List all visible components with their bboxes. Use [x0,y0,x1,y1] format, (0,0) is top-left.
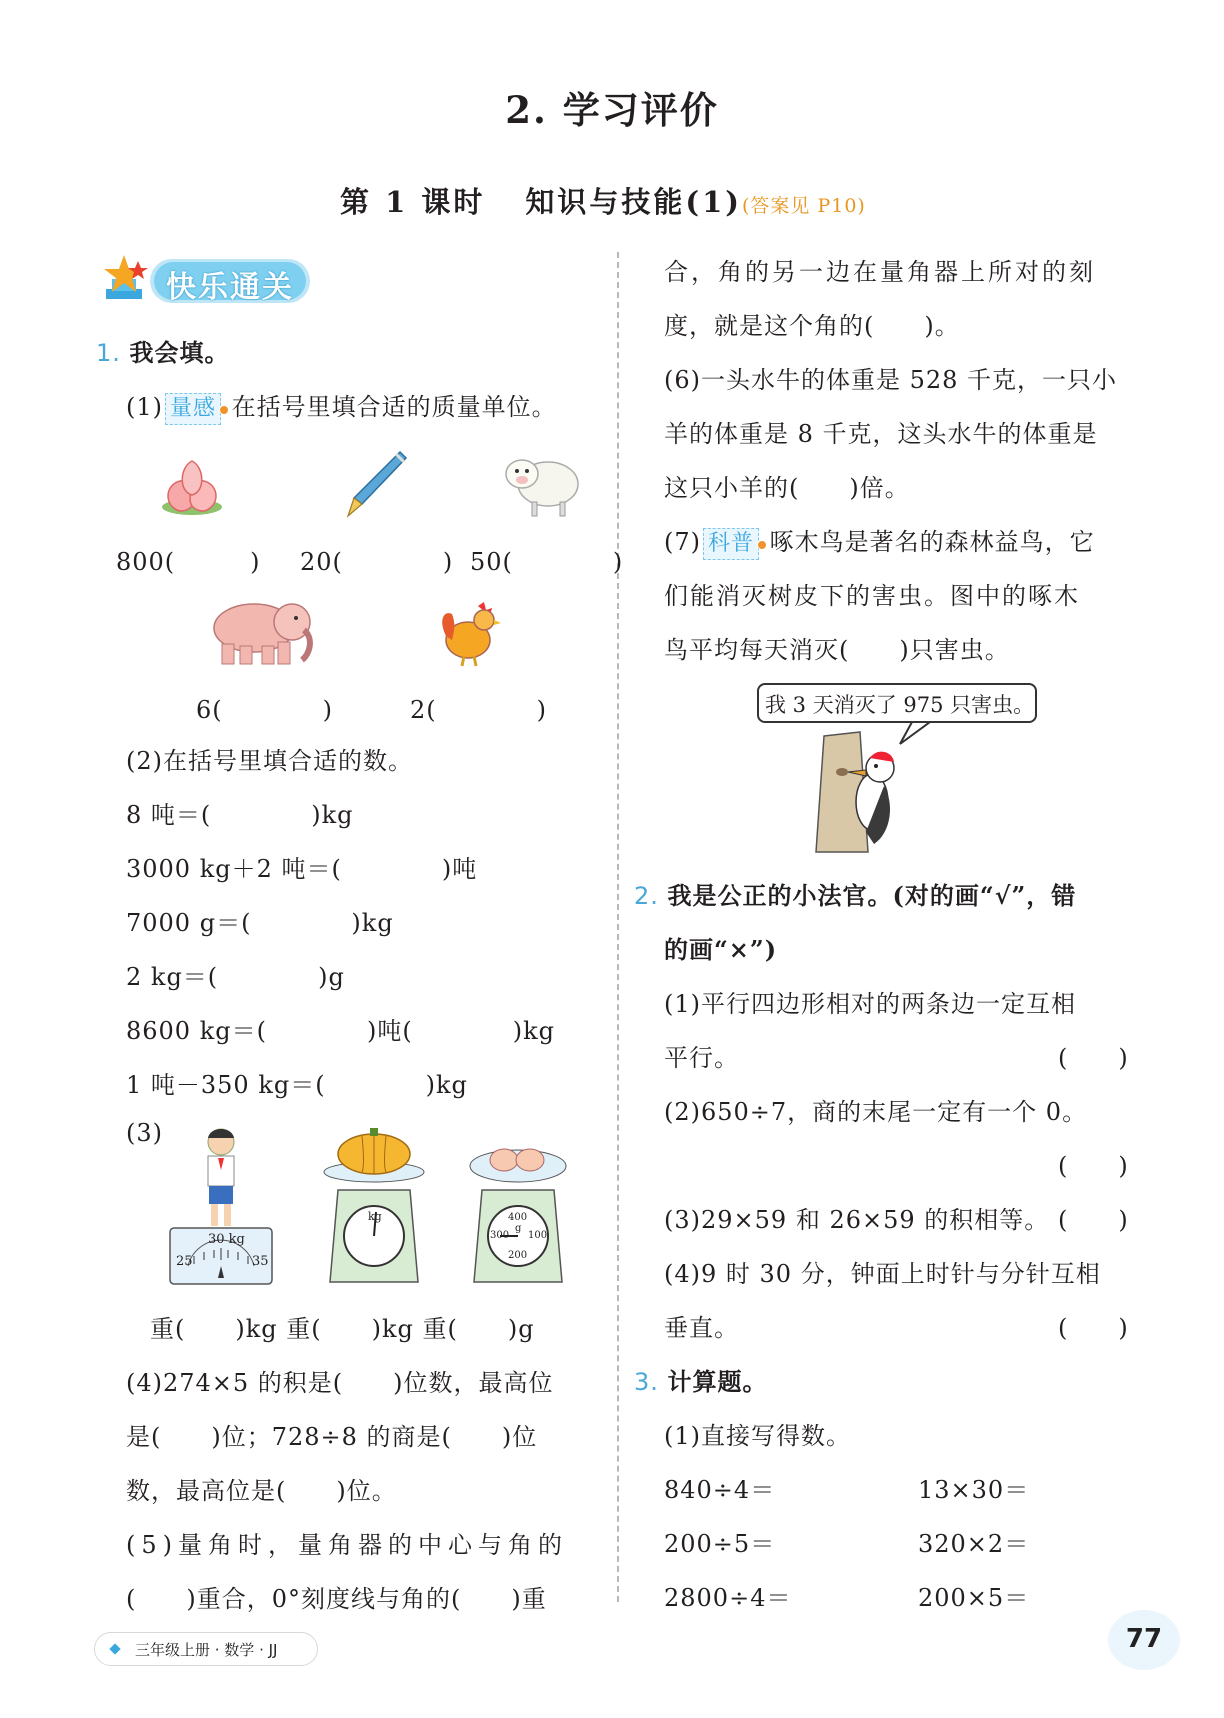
boy-on-scale [168,1126,274,1286]
judge-3-line: (3)29×59 和 26×59 的积相等。 [664,1206,1050,1234]
book-info: 三年级上册 · 数学 · JJ [135,1641,278,1659]
part-5-cont-2: 度，就是这个角的( )。 [664,312,960,340]
judge-4-line-2: 垂直。 [664,1314,739,1342]
equation-2: 3000 kg＋2 吨＝( )吨 [126,855,478,883]
part-5-line-1: (5)量角时，量角器的中心与角的 [126,1531,568,1559]
calc-right-3: 200×5＝ [918,1584,1030,1612]
part-label: (7) [664,528,701,556]
section-badge [100,253,315,309]
calc-right-1: 13×30＝ [918,1476,1030,1504]
judge-4-answer-box[interactable]: ( ) [1058,1314,1129,1342]
calc-left-1: 840÷4＝ [664,1476,776,1504]
page-number: 77 [1108,1610,1180,1670]
rooster-icon [438,600,504,668]
scale3-unit: g [515,1223,522,1234]
calc-right-2: 320×2＝ [918,1530,1030,1558]
weights-answer-row: 重( )kg 重( )kg 重( )g [150,1315,535,1343]
part-text: 在括号里填合适的质量单位。 [231,393,557,421]
footer-book-label [94,1632,318,1666]
sheep-icon [498,446,584,520]
judge-3-answer-box[interactable]: ( ) [1058,1206,1129,1234]
eggs-on-scale-icon [466,1126,570,1288]
pumpkin-scale [322,1126,426,1288]
part-5-cont-1: 合，角的另一边在量角器上所对的刻 [664,258,1096,286]
part-label: (1) [126,393,163,421]
page-title: 2. 学习评价 [505,88,719,132]
answer-reference: (答案见 P10) [742,195,866,217]
pen-icon [340,448,410,520]
diamond-icon [109,1643,120,1654]
judge-1-line-2: 平行。 [664,1044,739,1072]
question-1-heading [96,333,230,368]
calc-left-3: 2800÷4＝ [664,1584,792,1612]
question-number: 2. [634,882,659,910]
scale-tick-25: 25 [176,1254,193,1269]
judge-2-line: (2)650÷7，商的末尾一定有一个 0。 [664,1098,1088,1126]
equation-1: 8 吨＝( )kg [126,801,354,829]
part-text: 啄木鸟是著名的森林益鸟，它 [769,528,1095,556]
scale3-tick-300: 300 [490,1230,510,1241]
question-title: 我是公正的小法官。(对的画“√”，错 [667,881,1077,910]
badge-label: 快乐通关 [166,270,294,305]
peach-icon [158,455,226,519]
egg-scale [466,1126,570,1288]
judge-1-line-1: (1)平行四边形相对的两条边一定互相 [664,990,1076,1018]
blank-2: 2( ) [410,696,547,724]
woodpecker-icon [800,722,970,854]
question-title: 我会填。 [129,338,230,367]
part-7-line-2: 们能消灭树皮下的害虫。图中的啄木 [664,582,1080,610]
question-2-heading [634,876,1076,911]
judge-1-answer-box[interactable]: ( ) [1058,1044,1129,1072]
question-title: 计算题。 [667,1367,768,1396]
scale2-unit: kg [368,1210,382,1223]
part-6-line-3: 这只小羊的( )倍。 [664,474,910,502]
calc-left-2: 200÷5＝ [664,1530,776,1558]
part-6-line-2: 羊的体重是 8 千克，这头水牛的体重是 [664,420,1098,448]
question-3-heading [634,1362,768,1397]
lesson-number: 第 1 课时 [340,185,486,219]
question-2-heading-cont: 的画“×”) [664,935,778,964]
part-7-line-1 [664,522,1095,560]
question-number: 3. [634,1368,659,1396]
pumpkin-on-scale-icon [322,1126,426,1288]
tag-kepu: 科普 [703,528,759,560]
equation-3: 7000 g＝( )kg [126,909,394,937]
scale-tick-35: 35 [252,1254,269,1269]
part-4-line-1: (4)274×5 的积是( )位数，最高位 [126,1369,554,1397]
equation-4: 2 kg＝( )g [126,963,345,991]
part-3-label: (3) [126,1119,163,1147]
blank-20: 20( ) [300,548,454,576]
equation-6: 1 吨－350 kg＝( )kg [126,1071,468,1099]
part-4-line-2: 是( )位；728÷8 的商是( )位 [126,1423,538,1451]
scale3-tick-200: 200 [508,1250,528,1261]
speech-bubble: 我 3 天消灭了 975 只害虫。 [757,683,1037,723]
column-divider [617,252,619,1602]
equation-5: 8600 kg＝( )吨( )kg [126,1017,555,1045]
part-5-line-2: ( )重合，0°刻度线与角的( )重 [126,1585,547,1613]
scale-reading-30kg: 30 kg [208,1232,245,1247]
part-2-prompt: (2)在括号里填合适的数。 [126,747,413,775]
blank-50: 50( ) [470,548,624,576]
lesson-heading [340,180,866,221]
scale3-tick-100: 100 [528,1230,548,1241]
question-number: 1. [96,339,121,367]
blank-6: 6( ) [196,696,333,724]
part-7-line-3: 鸟平均每天消灭( )只害虫。 [664,636,1010,664]
part-6-line-1: (6)一头水牛的体重是 528 千克，一只小 [664,366,1118,394]
elephant-icon [196,594,320,668]
scale3-tick-400: 400 [508,1212,528,1223]
judge-2-answer-box[interactable]: ( ) [1058,1152,1129,1180]
lesson-topic: 知识与技能(1) [525,185,742,219]
question-3-sub: (1)直接写得数。 [664,1422,851,1450]
tag-liangan: 量感 [165,393,221,425]
judge-4-line-1: (4)9 时 30 分，钟面上时针与分针互相 [664,1260,1101,1288]
blank-800: 800( ) [116,548,261,576]
part-4-line-3: 数，最高位是( )位。 [126,1477,397,1505]
part-1-prompt [126,387,557,425]
